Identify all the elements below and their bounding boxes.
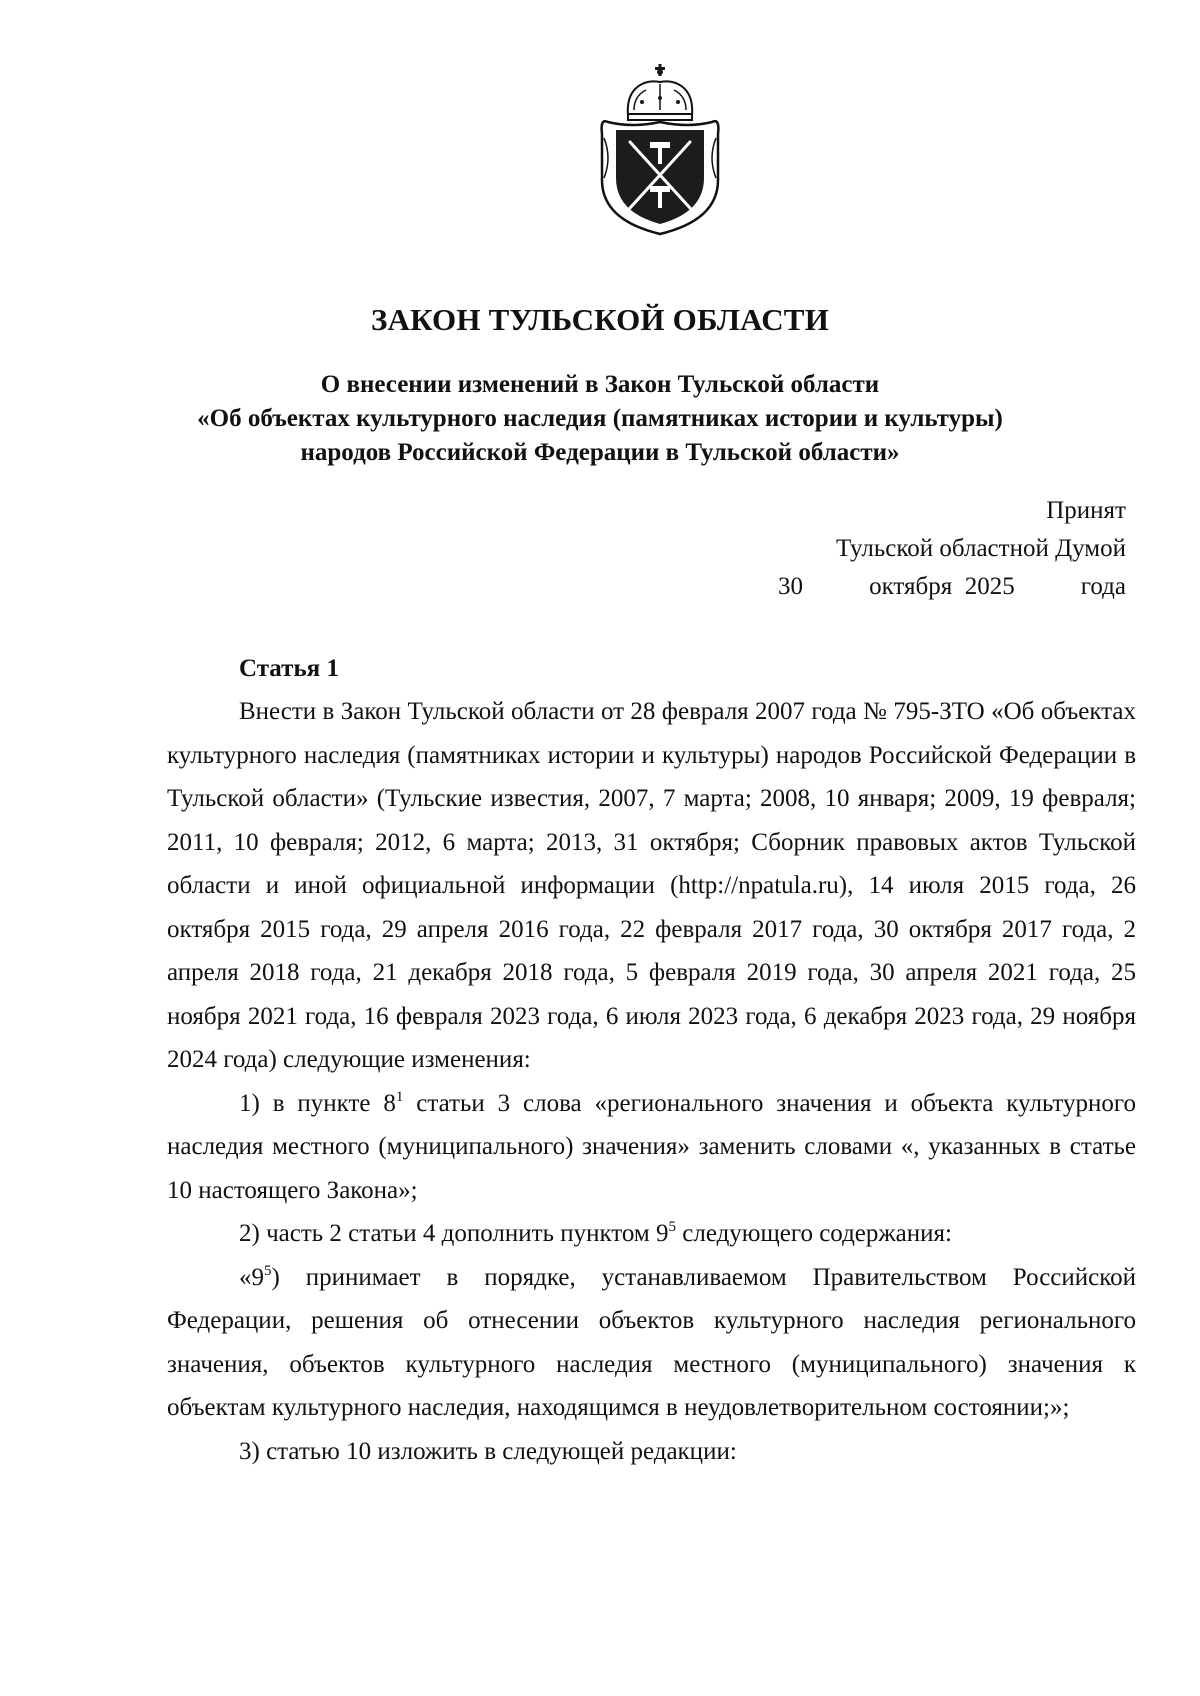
- adoption-date: [778, 568, 1126, 606]
- document-subtitle: [0, 368, 1200, 470]
- adoption-year-word: года: [1080, 573, 1126, 600]
- superscript: 5: [264, 1262, 272, 1279]
- item-text: статьи 3 слова «регионального значения и объекта культурного наследия местного (муниципального) значения» заменить словами «, указанных в статье 10 настоящего Закона»;: [167, 1089, 1136, 1204]
- subtitle-line: «Об объектах культурного наследия (памятниках истории и культуры): [197, 405, 1003, 432]
- item-text: ) принимает в порядке, устанавливаемом Правительством Российской Федерации, решения об отнесении объектов культурного наследия регионального значения, объектов культурного наследия местного (муниципального) значения к объектам культурного наследия, находящимся в неудовлетворительном состоянии;»;: [167, 1263, 1136, 1421]
- superscript: 5: [668, 1219, 676, 1235]
- adoption-year: 2025: [964, 573, 1015, 600]
- subtitle-line: О внесении изменений в Закон Тульской области: [320, 371, 880, 398]
- amendment-item-2: [167, 1212, 1136, 1256]
- superscript: 1: [395, 1088, 404, 1105]
- item-text: 1) в пункте 8: [239, 1089, 396, 1117]
- adoption-block: [778, 492, 1126, 606]
- document-body: [167, 648, 1136, 1473]
- tula-coat-of-arms-icon: [598, 58, 722, 238]
- document-title: ЗАКОН ТУЛЬСКОЙ ОБЛАСТИ: [370, 302, 830, 337]
- item-text: «9: [239, 1263, 264, 1291]
- amendment-item-1: [167, 1082, 1136, 1213]
- adoption-line-1: Принят: [1046, 497, 1126, 524]
- item-text: 2) часть 2 статьи 4 дополнить пунктом 9: [239, 1220, 669, 1247]
- adoption-month-year: [869, 568, 1015, 606]
- article-heading: Статья 1: [239, 655, 339, 682]
- item-text: следующего содержания:: [676, 1220, 952, 1247]
- adoption-month: октября: [869, 573, 953, 600]
- quoted-point-9-5: [167, 1256, 1136, 1430]
- adoption-line-2: Тульской областной Думой: [835, 535, 1126, 562]
- adoption-day: 30: [778, 573, 803, 600]
- subtitle-line: народов Российской Федерации в Тульской области»: [300, 439, 900, 466]
- amendment-item-3: 3) статью 10 изложить в следующей редакции:: [239, 1437, 737, 1465]
- article-intro-paragraph: Внести в Закон Тульской области от 28 февраля 2007 года № 795-ЗТО «Об объектах культурного наследия (памятниках истории и культуры) народов Российской Федерации в Тульской области» (Тульские известия, 2007, 7 марта; 2008, 10 января; 2009, 19 февраля; 2011, 10 февраля; 2012, 6 марта; 2013, 31 октября; Сборник правовых актов Тульской области и иной официальной информации (http://npatula.ru), 14 июля 2015 года, 26 октября 2015 года, 29 апреля 2016 года, 22 февраля 2017 года, 30 октября 2017 года, 2 апреля 2018 года, 21 декабря 2018 года, 5 февраля 2019 года, 30 апреля 2021 года, 25 ноября 2021 года, 16 февраля 2023 года, 6 июля 2023 года, 6 декабря 2023 года, 29 ноября 2024 года) следующие изменения:: [167, 698, 1136, 1073]
